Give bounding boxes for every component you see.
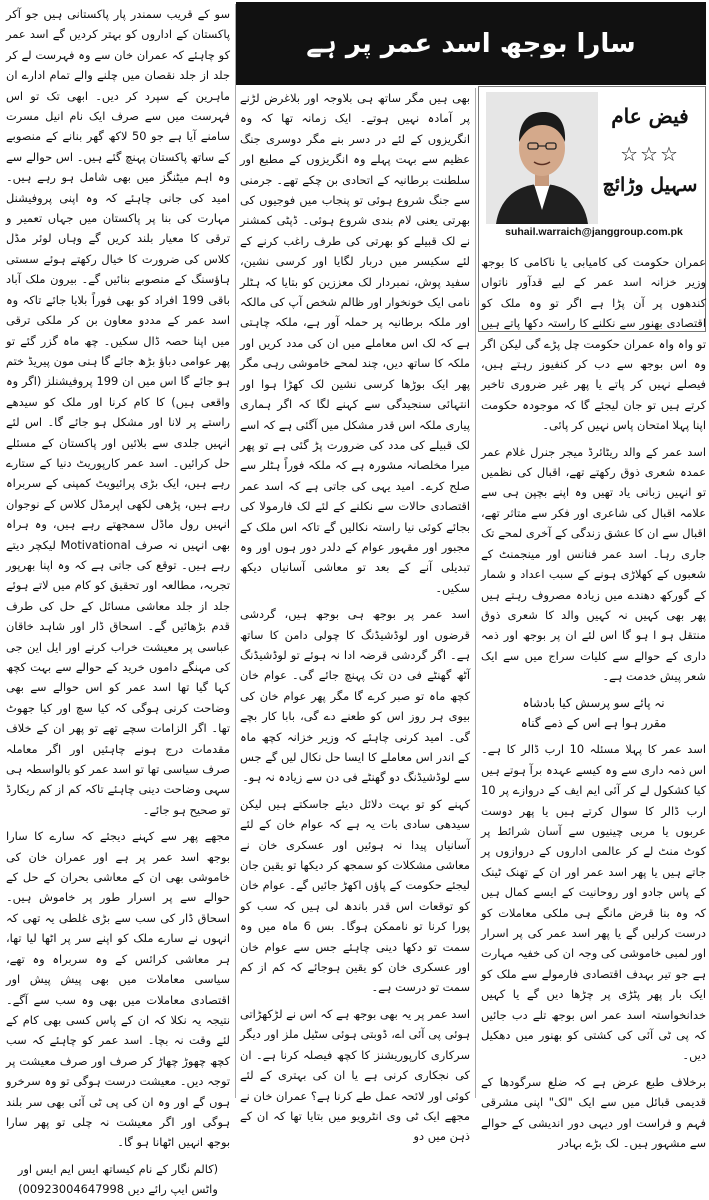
paragraph: بھی ہیں مگر ساتھ ہی بلاوجہ اور بلاغرض لڑنے پر آمادہ نہیں ہوتے۔ ایک زمانہ تھا کہ وہ انگریزوں کے لئے در دسر بنے مگر دوسری جنگ عظیم سے بہت پہلے وہ انگریزوں کے مطیع اور سلطنت برطانیہ کے اتحادی بن چکے تھے۔ جرمنی سے جنگ شروع ہوئی تو پنجاب میں فوجیوں کی بھرتی یعنی لام بندی شروع ہوئی۔ ڈپٹی کمشنر نے لک قبیلے کو بھرتی کی طرف راغب کرنے کے لئے سکیسر میں دربار لگایا اور کرسی نشین، سفید پوش، نمبردار لک معززین کو بتایا کہ ہٹلر نامی ایک خونخوار اور ظالم شخص آپ کی مالکہ اور ملکہ برطانیہ پر حملہ آور ہے، ملکہ چاہتی ہے کہ لک اس معاملے میں ان کی مدد کریں اور ملکہ کا ساتھ دیں، چند لمحے خاموشی رہی مگر پھر ایک بوڑھا کرسی نشین لک کھڑا ہوا اور انتہائی سنجیدگی سے کہنے لگا کہ اگر ہماری پیاری ملکہ اس قدر مشکل میں آگئی ہے کہ اسے لک قبیلے کی مدد کی ضرورت پڑ گئی ہے تو پھر میرا مخلصانہ مشورہ ہے کہ ملکہ فوراً ہٹلر سے صلح کرے۔ امید یہی کی جاتی ہے کہ اسد عمر اقتصادی حالات سے نکلنے کے لئے لک فارمولا کی بجائے کوئی نیا راستہ نکالیں گے تاکہ اس ملک کے مجبور اور مقہور عوام کے دلدر دور ہوں اور وہ تبدیلی آنے کے بعد تو معاشی آسانیاں دیکھ سکیں۔	[240, 91, 470, 595]
paragraph: اسد عمر پر یہ بھی بوجھ ہے کہ اس نے لڑکھڑاتی ہوئی پی آئی اے، ڈوبتی ہوئی سٹیل ملز اور دیگر سرکاری کارپوریشنز کا کچھ فیصلہ کرنا ہے۔ ان کی نجکاری کرنی ہے یا ان کی بہتری کے لئے کوئی اور لائحہ عمل طے کرنا ہے؟ عمران خان نے مجھے ایک ٹی وی انٹرویو میں بتایا تھا کہ ان کے ذہن میں دو	[240, 1006, 470, 1144]
author-name: سہیل وڑائچ	[602, 174, 698, 196]
column-divider	[235, 4, 236, 1098]
star-rating-decoration: ☆☆☆	[620, 142, 680, 166]
author-email: suhail.warraich@janggroup.com.pk	[505, 226, 683, 238]
paragraph: کہنے کو تو بہت دلائل دیئے جاسکتے ہیں لیکن سیدھی سادی بات یہ ہے کہ عوام خان کے لئے آسانیاں پیدا نہ ہوئیں اور عسکری خان نے معاشی مشکلات کو سمجھ کر دیکھا تو یقین جان لیجئے حکومت کے پاؤں اکھڑ جائیں گے۔ عوام خان کو توقعات اس قدر باندھ لی ہیں کہ سب کو پورا کرنا تو ناممکن ہوگا۔ بس 6 ماہ میں وہ سمت تو دکھا دینی چاہئے جس سے عوام خان اور عسکری خان کو یقین ہوجائے کہ کم از کم سمت تو درست ہے۔	[240, 796, 470, 995]
headline: سارا بوجھ اسد عمر پر ہے	[236, 2, 706, 85]
paragraph: سو کے قریب سمندر پار پاکستانی ہیں جو آکر پاکستان کے اداروں کو بہتر کردیں گے اسد عمر کو چاہئے کہ عمران خان سے وہ فہرست لے کر جلد از جلد نقصان میں چلنے والے تمام ادارے ان ماہرین کے سپرد کر دیں۔ ابھی تک تو اس فہرست میں سے صرف ایک نام انیل مسرت سامنے آیا ہے جو 50 لاکھ گھر بنانے کے منصوبے کے ساتھ پاکستان پہنچ گئے ہیں۔ اس حوالے سے وہ اہم میٹنگز میں بھی شامل ہو رہے ہیں۔ امید کی جانی چاہئے کہ وہ اپنی پروفیشنل مہارت کی بنا پر پاکستان میں جہاں تعمیر و ترقی کا معیار بلند کریں گے وہاں لوئر مڈل کلاس کی ضرورت کا خیال رکھتے ہوئے سستی ہاؤسنگ کے منصوبے بنائیں گے۔ بیرون ملک آباد باقی 199 افراد کو بھی فوراً بلایا جائے تاکہ وہ اسد عمر کے مددو معاون بن کر ملکی ترقی میں اپنا حصہ ڈال سکیں۔ چھ ماہ گزر گئے تو پھر عوامی دباؤ بڑھ جائے گا ہنی مون پیریڈ ختم ہو جائے گا اس میں ان 199 پروفیشنلز (اگر وہ واقعی ہیں) کا کام کرنا اور ملک کو سیدھے راستے پر لانا اور مشکل ہو جائے گا۔ اس لئے انہیں جلدی سے بلائیں اور پاکستان کے مسئلے حل کرائیں۔ اسد عمر کارپوریٹ دنیا کے ستارے رہے ہیں، ایک بڑی پرائیویٹ کمپنی کے سربراہ رہے ہیں، پڑھی لکھی اپرمڈل کلاس کے نوجوان انہیں رول ماڈل سمجھتے رہے ہیں، وہ ہراہ بھی انہیں نہ صرف Motivational لیکچر دیتے رہے ہیں۔ توقع کی جاتی ہے کہ وہ اپنا بھرپور تجربہ، مطالعہ اور تحقیق کو کام میں لاتے ہوئے جلد از جلد معاشی مسائل کے حل کی طرف قدم بڑھائیں گے۔ اسحاق ڈار اور شاہد خاقان عباسی پر معیشت خراب کرنے اور ایل این جی کی مہنگے داموں خرید کے حوالے سے بہت کچھ کہا گیا تھا اسد عمر کو اس حوالے سے بھی وضاحت کرنی ہوگی کہ کیا سچ اور کیا جھوٹ تھا۔ اگر الزامات سچے تھے تو پھر ان کے خلاف مقدمات درج ہونے چاہئیں اور اگر معاملہ صرف سیاسی تھا تو اسد عمر کو بالواسطہ ہی سہی وضاحت دینی چاہئے تاکہ کم از کم ریکارڈ تو صحیح ہو جائے۔	[6, 7, 231, 817]
column-middle	[240, 88, 470, 1144]
author-column-name: فیض عام	[611, 104, 689, 128]
verse-line: نہ پائے سو پرسش کیا بادشاہ	[522, 695, 665, 710]
paragraph: اسد عمر کا پہلا مسئلہ 10 ارب ڈالر کا ہے۔ اس ذمہ داری سے وہ کیسے عہدہ برآ ہوتے ہیں کیا کشکول لے کر آئی ایم ایف کے دروازے پر 10 ارب ڈالر کا سوال کرتے ہیں یا پھر دوست عربوں یا مربی چینیوں سے آسان شرائط پر کوٹ منٹ لے کر عالمی اداروں کے دروازوں پر جاتے ہیں یا پھر اسد عمر اور ان کے تھنک ٹینک کے پاس جادو اور روحانیت کے ایسے کمال ہیں کہ وہ بنا قرض مانگے ہی ملکی معاملات کو درست کرلیں گے یا پھر اسد عمر کی پر اسرار اور لمبی خاموشی کی وجہ ان کی خفیہ مہارت ہے جو تیر بہدف اقتصادی فارمولے سے ملک کو ایک بار پھر پٹڑی پر چڑھا دیں گے یا کہیں خدانخواستہ اسد عمر اس بوجھ تلے دب جائیں کہ پی ٹی آئی کی کشتی کو بھنور میں دھکیل دیں۔	[481, 742, 706, 1063]
columnist-contact-note: (کالم نگار کے نام کیساتھ ایس ایم ایس اور واٹس ایپ رائے دیں 00923004647998)	[17, 1161, 219, 1197]
column-divider	[475, 88, 476, 1098]
paragraph: مجھے پھر سے کہنے دیجئے کہ سارے کا سارا بوجھ اسد عمر پر ہے اور عمران خان کی خاموشی بھی ان کے معاشی بحران کے حل کے حوالے سے پر اسرار طور پر خاموش ہیں۔ اسحاق ڈار کی سب سے بڑی غلطی یہ تھی کہ انہوں نے سارے ملک کو اپنے سر پر اٹھا لیا تھا، ہر معاشی کرائس کے وہ سربراہ وہ تھے، سیاسی معاملات میں بھی پیش پیش اور اقتصادی معاملات میں بھی وہ سب سے آگے۔ نتیجہ یہ نکلا کہ ان کے پاس کسی بھی کام کے لئے وقت نہ بچا۔ اسد عمر کو چاہئے کہ سب کچھ چھوڑ چھاڑ کر صرف اور صرف معیشت پر توجہ دیں۔ معیشت درست ہوگی تو وہ سرخرو ہوں گے اور وہ ان کی پی ٹی آئی بھی سر بلند ہوگی اور اگر معیشت نہ چلی تو پھر سارا بوجھ انہیں اٹھانا ہو گا۔	[6, 829, 230, 1150]
paragraph: اسد عمر پر بوجھ ہی بوجھ ہیں، گردشی قرضوں اور لوڈشیڈنگ کا چولی دامن کا ساتھ ہے۔ اگر گردشی قرضہ ادا نہ ہوئے تو لوڈشیڈنگ آٹھ گھنٹے فی دن تک پہنچ جائے گی۔ عوام خان کچھ ماہ تو صبر کرے گا مگر پھر عوام خان کی بیوی ہر روز اس کو طعنے دے گی، بابا کار بچے گی۔ امید کرنی چاہئے کہ وزیر خزانہ کچھ ماہ کے اندر اس معاملے کا ایسا حل نکال لیں گے جس سے لوڈشیڈنگ دو گھنٹے فی دن سے زیادہ نہ ہو۔	[240, 607, 470, 785]
verse-line: مقرر ہوا ہے اس کے ذمے گناہ	[520, 715, 667, 730]
column-left	[6, 4, 231, 1197]
paragraph: اسد عمر کے والد ریٹائرڈ میجر جنرل غلام عمر عمدہ شعری ذوق رکھتے تھے، اقبال کی نظمیں تو انہیں زبانی یاد تھیں وہ اپنے بچپن ہی سے علامہ اقبال کی شاعری اور فکر سے متاثر تھے، اقبال سے ان کا عشق زندگی کے آخری لمحے تک جاری رہا۔ اسد عمر فنانس اور مینجمنٹ کے شعبوں کے کھلاڑی ہونے کے سبب اعداد و شمار کے گورکھ دھندے میں زیادہ مصروف رہتے ہیں پھر بھی کہیں نہ کہیں والد کا شعری ذوق منتقل ہو ا ہو گا اس لئے ان پر بوجھ اور ذمہ داری کے حوالے سے کلیات سراج میں سے ایک شعر پیش خدمت ہے۔	[481, 444, 706, 684]
author-portrait	[486, 92, 598, 224]
column-right	[481, 252, 706, 1151]
paragraph: برخلاف طبع عرض ہے کہ ضلع سرگودھا کے قدیمی قبائل میں سے ایک "لک" اپنی مشرقی فہم و فراست اور دیہی دور اندیشی کے حوالے سے مشہور ہیں۔ لک بڑے بہادر	[481, 1074, 706, 1151]
paragraph: عمران حکومت کی کامیابی یا ناکامی کا بوجھ وزیر خزانہ اسد عمر کے لیے قدآور ناتواں کندھوں پر آن پڑا ہے اگر تو وہ ملک کو اقتصادی بھنور سے نکلنے کا راستہ دکھا پاتے ہیں تو واہ واہ عمران حکومت چل پڑے گی لیکن اگر وہ اس بوجھ سے دب کر کنفیوز رہتے ہیں، فیصلے نہیں کر پاتے یا پھر غیر ضروری تاخیر کرتے ہیں تو جان لیجئے گا کہ موجودہ حکومت اپنا پہلا امتحان پاس نہیں کر پائی۔	[481, 255, 706, 433]
